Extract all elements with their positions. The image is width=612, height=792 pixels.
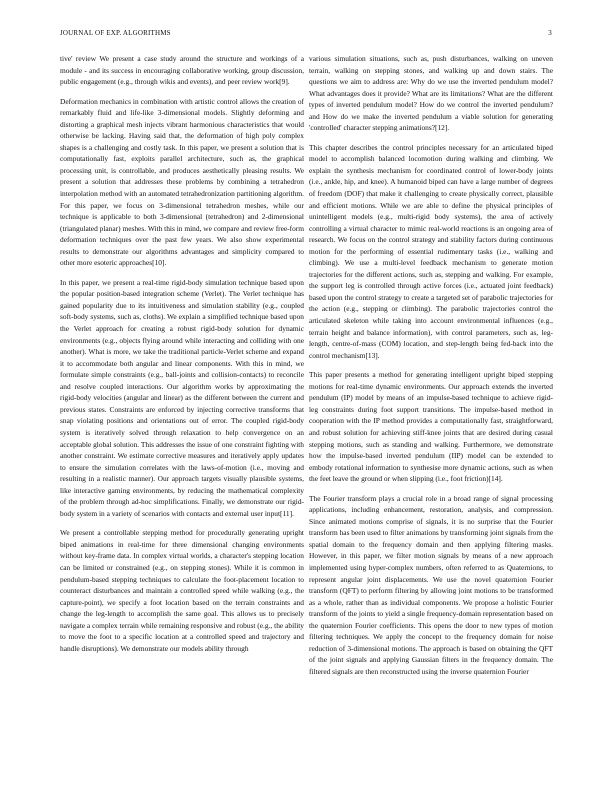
right-column: [309, 53, 553, 783]
left-column: [60, 53, 304, 783]
page-number: 3: [548, 29, 552, 37]
paragraph: The Fourier transform plays a crucial role in a broad range of signal processing applications, including enhancement, restoration, analysis, and compression. Since animated motions comprise of signals, it is no surprise that the Fourier transform has been used to filter animations by transforming joint signals from the spatial domain to the frequency domain and then applying filtering masks. However, in this paper, we filter motion signals by means of a new approach implemented using hyper-complex numbers, often referred to as Quaternions, to represent angular joint displacements. We use the novel quaternion Fourier transform (QFT) to perform filtering by allowing joint motions to be transformed as a whole, rather than as individual components. We propose a holistic Fourier transform of the joints to yield a single frequency-domain representation based on the quaternion Fourier coefficients. This opens the door to new types of motion filtering techniques. We apply the concept to the frequency domain for noise reduction of 3-dimensional motions. The approach is based on obtaining the QFT of the joint signals and applying Gaussian filters in the frequency domain. The filtered signals are then reconstructed using the inverse quaternion Fourier: [309, 493, 553, 676]
running-head: [60, 29, 552, 41]
paragraph: We present a controllable stepping method for procedurally generating upright biped animations in real-time for three dimensional changing environments without key-frame data. In complex virtual worlds, a character's stepping location can be limited or constrained (e.g., on stepping stones). While it is common in pendulum-based stepping techniques to calculate the foot-placement location to counteract disturbances and maintain a controlled speed while walking (e.g., the capture-point), we specify a foot location based on the terrain constraints and change the leg-length to accomplish the same goal. This allows us to precisely navigate a complex terrain while remaining responsive and robust (e.g., the ability to move the foot to a specific location at a controlled speed and trajectory and handle disruptions). We demonstrate our models ability through: [60, 528, 304, 653]
paragraph: This paper presents a method for generating intelligent upright biped stepping motions for real-time dynamic environments. Our approach extends the inverted pendulum (IP) model by means of an impulse-based technique to achieve rigid-leg constraints during foot support transitions. The impulse-based method in cooperation with the IP method provides a computationally fast, straightforward, and robust solution for achieving stiff-knee joints that are desired during casual stepping motions, such as standing and walking. Furthermore, we demonstrate how the impulse-based inverted pendulum (IIP) model can be extended to embody rotational information to synthesise more dynamic actions, such as when the feet leave the ground or when slipping (i.e., foot friction)[14].: [309, 370, 553, 484]
paragraph: various simulation situations, such as, push disturbances, walking on uneven terrain, walking on stepping stones, and walking up and down stairs. The questions we aim to address are: Why do we use the inverted pendulum model? What advantages does it provide? What are its limitations? What are the different types of inverted pendulum model? How do we control the inverted pendulum? and How do we make the inverted pendulum a viable solution for generating 'controlled' character stepping animations?[12].: [309, 54, 553, 133]
journal-title: JOURNAL OF EXP. ALGORITHMS: [60, 29, 171, 37]
paragraph: Deformation mechanics in combination with artistic control allows the creation of remarkably fluid and life-like 3-dimensional models. Slightly deforming and distorting a graphical mesh injects vibrant harmonious characteristics that would otherwise be lacking. Having said that, the deformation of high poly complex shapes is a challenging and costly task. In this paper, we present a solution that is computationally fast, exploits parallel architecture, such as, the graphical processing unit, is controllable, and produces aesthetically pleasing results. We present a solution that addresses these problems by combining a tetrahedron interpolation method with an automated tetrahedronization partitioning algorithm. For this paper, we focus on 3-dimensional tetrahedron meshes, while our technique is applicable to both 3-dimensional (tetrahedron) and 2-dimensional (triangulated planar) meshes. With this in mind, we compare and review free-form deformation techniques over the past few years. We also show experimental results to demonstrate our algorithms advantages and simplicity compared to other more esoteric approaches[10].: [60, 96, 304, 268]
paragraph: This chapter describes the control principles necessary for an articulated biped model to accomplish balanced locomotion during walking and climbing. We explain the synthesis mechanism for coordinated control of lower-body joints (i.e., ankle, hip, and knee). A humanoid biped can have a large number of degrees of freedom (DOF) that make it challenging to create physically correct, plausible and efficient motions. While we are able to define the physical principles of unintelligent models (e.g., multi-rigid body systems), the area of actively controlling a virtual character to mimic real-world reactions is an ongoing area of research. We focus on the control strategy and stability factors during continuous motion for the performing of essential rudimentary tasks (i.e., walking and climbing). We use a multi-level feedback mechanism to generate motion trajectories for the different actions, such as, stepping and walking. For example, the support leg is controlled through active forces (i.e., actuated joint feedback) based upon the control strategy to create a targeted set of parabolic trajectories for the action (e.g., stepping or climbing). The parabolic trajectories control the articulated skeleton while taking into account environmental influences (e.g., terrain height and balance information), with control parameters, such as, leg-length, centre-of-mass (COM) location, and step-length being fed-back into the control mechanism[13].: [309, 142, 553, 360]
paragraph: In this paper, we present a real-time rigid-body simulation technique based upon the popular position-based integration scheme (Verlet). The Verlet technique has gained popularity due to its intuitiveness and simulation stability (e.g., coupled soft-body systems, such as, cloths). We explain a simplified technique based upon the Verlet approach for creating a robust rigid-body solution for dynamic environments (e.g., objects flying around while interacting and colliding with one another). What is more, we take the traditional particle-Verlet scheme and expand it to accommodate both angular and linear components. With this in mind, we formulate simple constraints (e.g., ball-joints and collision-contacts) to reconcile and resolve coupled interactions. Our algorithm works by approximating the rigid-body velocities (angular and linear) as the different between the current and previous states. Constraints are enforced by injecting corrective transforms that snap violating positions and orientations out of error. The coupled rigid-body system is iteratively solved through relaxation to help convergence on an acceptable global solution. This addresses the issue of one constraint fighting with another constraint. We estimate corrective measures and iteratively apply updates to ensure the simulation correlates with the laws-of-motion (i.e., moving and resulting in a realistic manner). Our approach targets visually plausible systems, like interactive gaming environments, by reducing the mathematical complexity of the problem through ad-hoc simplifications. Finally, we demonstrate our rigid-body system in a variety of scenarios with contacts and external user input[11].: [60, 277, 304, 518]
paragraph: tive' review We present a case study around the structure and workings of a module - and its success in encouraging collaborative working, group discussion, public engagement (e.g., through wikis and events), and peer review work[9].: [60, 54, 304, 87]
